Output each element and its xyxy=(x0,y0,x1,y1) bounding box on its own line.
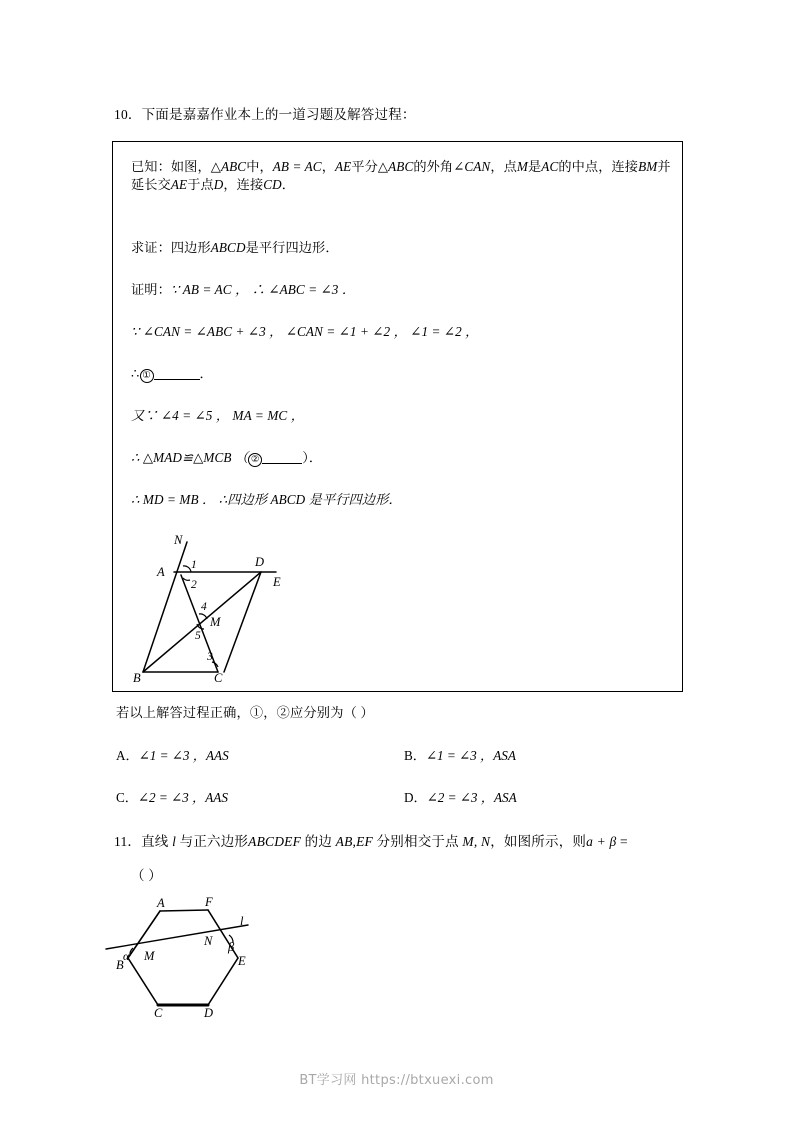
figure-label-A: A xyxy=(157,565,165,579)
line-l xyxy=(106,925,248,949)
hex-side-AF xyxy=(160,910,208,911)
answer-blank-2[interactable] xyxy=(262,452,302,464)
figure-label-N: N xyxy=(174,533,183,547)
hex-label-F: F xyxy=(205,895,213,909)
given-ab-eq-ac: AB = AC xyxy=(272,159,322,174)
hex-side-CB xyxy=(128,958,158,1005)
option-C[interactable] xyxy=(116,787,228,806)
given-cd: CD xyxy=(263,177,282,193)
question-11-stem xyxy=(114,832,628,852)
given-t6: ，点 xyxy=(490,159,517,174)
figure-angle-3: 3 xyxy=(207,651,213,663)
figure-angle-1: 1 xyxy=(191,559,197,571)
proof-label: 证明： xyxy=(131,282,171,297)
given-t12: ． xyxy=(281,177,296,193)
question-10-prompt: 若以上解答过程正确，①，②应分别为（ ） xyxy=(116,705,374,720)
hexagon-figure xyxy=(100,893,280,1028)
q11-point-n: N xyxy=(480,834,491,849)
figure-label-B: B xyxy=(133,671,141,685)
q11-t6: = xyxy=(620,834,628,849)
q11-alpha-beta: a + β xyxy=(586,834,617,849)
triangle-abc-figure xyxy=(121,520,321,685)
option-B[interactable] xyxy=(404,745,516,764)
given-t11: ，连接 xyxy=(223,177,264,193)
given-ae: AE xyxy=(335,159,352,174)
figure-angle-5: 5 xyxy=(195,630,201,642)
given-point-m: M xyxy=(516,159,528,174)
answer-blank-1[interactable] xyxy=(154,368,200,380)
footer-watermark: BT学习网 https://btxuexi.com xyxy=(299,1073,494,1088)
given-angle-can: ∠CAN xyxy=(453,159,491,174)
option-A-key: A． xyxy=(116,748,139,763)
question-11-number: 11 xyxy=(114,834,128,849)
given-t10: 于点 xyxy=(187,177,214,193)
q11-t5: ，如图所示，则 xyxy=(490,834,587,849)
given-t1: 如图， xyxy=(170,159,211,174)
figure-angle-4: 4 xyxy=(201,601,207,613)
q11-t4: 分别相交于点 xyxy=(376,834,459,849)
given-point-d: D xyxy=(213,177,224,193)
q11-t2: 与正六边形 xyxy=(179,834,249,849)
given-t3: ， xyxy=(321,159,335,174)
option-D-text: ∠2 = ∠3 ，ASA xyxy=(426,790,517,805)
hex-side-ED xyxy=(208,958,238,1005)
question-10-problem-box xyxy=(112,141,683,692)
hex-label-l: l xyxy=(240,914,244,928)
proof-step-4: 又∵ ∠4 = ∠5 ， MA = MC ， xyxy=(131,408,304,423)
prove-label: 求证： xyxy=(131,240,171,255)
hex-label-B: B xyxy=(116,958,124,972)
proof-step-5 xyxy=(131,449,322,467)
therefore-symbol-1: ∴ xyxy=(131,366,140,381)
given-triangle2: △ABC xyxy=(377,159,414,174)
proof-step-6: ∴ MD = MB ． ∴四边形 ABCD 是平行四边形． xyxy=(131,492,402,507)
triangle-abc-svg xyxy=(121,520,321,685)
hex-label-E: E xyxy=(238,954,246,968)
given-bm: BM xyxy=(638,159,658,174)
option-A[interactable] xyxy=(116,745,229,764)
proof-step-5-prefix: ∴ △MAD≌△MCB （ xyxy=(131,450,249,465)
period-1: ． xyxy=(199,366,213,381)
q11-point-m: M, xyxy=(462,834,478,849)
q11-t1: ．直线 xyxy=(127,834,169,849)
option-D-key: D． xyxy=(404,790,427,805)
prove-t1: 四边形 xyxy=(170,240,211,255)
given-statement xyxy=(131,158,676,195)
option-C-key: C． xyxy=(116,790,138,805)
question-10-stem xyxy=(114,105,416,125)
given-triangle: △ABC xyxy=(210,159,247,174)
angle-arc-1 xyxy=(183,566,191,572)
q11-t3: 的边 xyxy=(304,834,333,849)
question-10-number: 10 xyxy=(114,107,128,122)
question-10-stem-text: ．下面是嘉嘉作业本上的一道习题及解答过程： xyxy=(127,107,416,122)
hex-label-D: D xyxy=(204,1006,214,1020)
given-label: 已知： xyxy=(131,159,171,174)
figure-label-E: E xyxy=(273,575,281,589)
proof-step-2: ∵ ∠CAN = ∠ABC + ∠3 ， ∠CAN = ∠1 + ∠2 ， ∠1 = ∠2 ， xyxy=(131,324,479,339)
proof-step-1 xyxy=(131,281,355,299)
hex-label-N: N xyxy=(204,934,213,948)
question-11-paren: （ ） xyxy=(131,868,162,883)
given-t4: 平分 xyxy=(351,159,378,174)
paren-close-1: ）． xyxy=(302,450,323,465)
given-t2: 中， xyxy=(246,159,273,174)
hex-label-C: C xyxy=(154,1006,163,1020)
given-t7: 是 xyxy=(528,159,542,174)
option-D[interactable] xyxy=(404,787,517,806)
hex-label-M: M xyxy=(144,949,155,963)
given-t8: 的中点，连接 xyxy=(558,159,639,174)
given-t9: 并延长交 xyxy=(131,159,671,193)
blank-marker-1: ① xyxy=(140,369,154,383)
option-A-text: ∠1 = ∠3 ，AAS xyxy=(138,748,229,763)
figure-label-D: D xyxy=(255,555,265,569)
figure-angle-2: 2 xyxy=(191,579,197,591)
q11-sides: AB,EF xyxy=(335,834,374,849)
given-ac: AC xyxy=(541,159,559,174)
option-C-text: ∠2 = ∠3 ，AAS xyxy=(137,790,228,805)
proof-step-3 xyxy=(131,365,213,383)
hex-label-A: A xyxy=(157,896,165,910)
q11-line-l: l xyxy=(172,834,177,849)
option-B-text: ∠1 = ∠3 ，ASA xyxy=(425,748,516,763)
figure-label-M: M xyxy=(210,615,221,629)
angle-arc-2 xyxy=(183,578,190,580)
hex-label-beta: β xyxy=(228,940,235,954)
prove-statement xyxy=(131,239,339,257)
given-t5: 的外角 xyxy=(413,159,454,174)
proof-step-1-text: ∵ AB = AC ， ∴ ∠ABC = ∠3 ． xyxy=(170,282,356,297)
q11-hexagon-name: ABCDEF xyxy=(248,834,302,849)
given-ae2: AE xyxy=(170,177,188,193)
blank-marker-2: ② xyxy=(248,453,262,467)
hex-label-alpha: α xyxy=(123,951,130,963)
option-B-key: B． xyxy=(404,748,426,763)
figure-label-C: C xyxy=(214,671,223,685)
prove-abcd: ABCD xyxy=(210,240,246,255)
prove-t2: 是平行四边形． xyxy=(245,240,339,255)
